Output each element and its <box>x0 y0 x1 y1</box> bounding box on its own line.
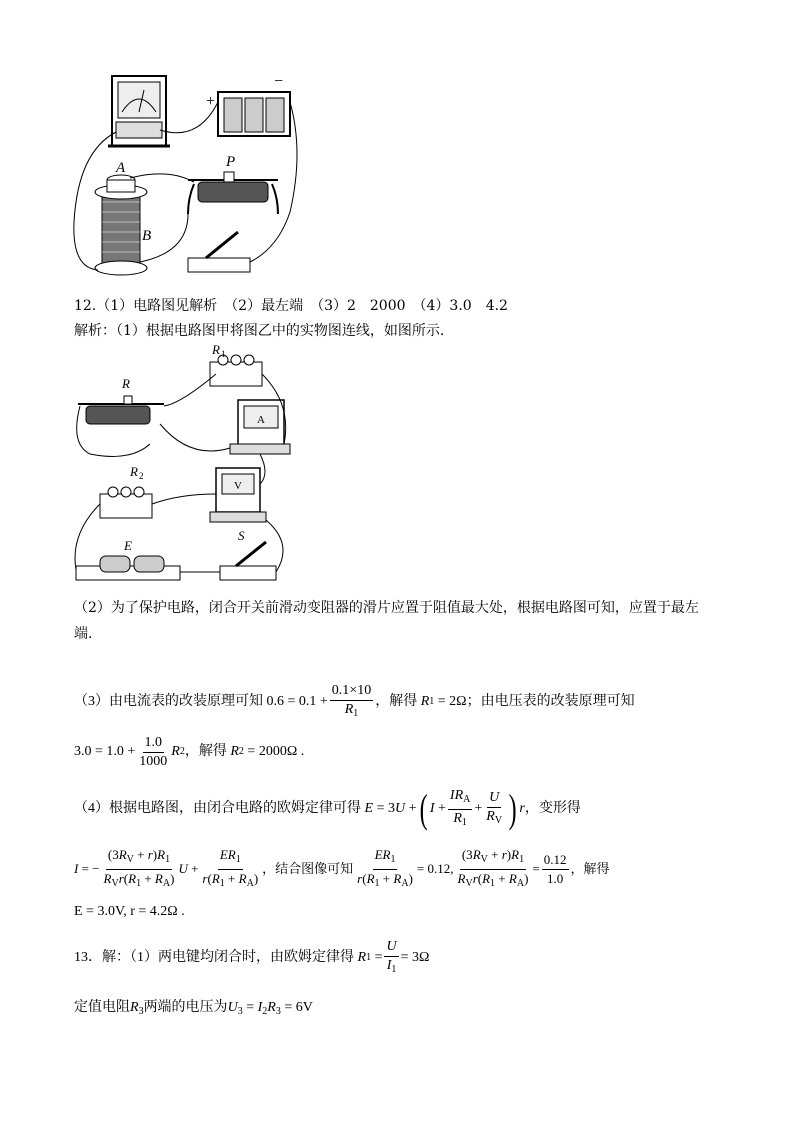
label-P: P <box>226 154 236 170</box>
q12-part3-line2: 3.0 = 1.0 + $\frac{1.0}{1000}$ R 2 ，解得 R 2 = 2000Ω . <box>74 734 305 769</box>
q12-answer-header: 12.（1）电路图见解析 （2）最左端 （3）2 2000 （4）3.0 4.2 <box>74 298 508 314</box>
q12-part4-line2: I = − $\frac{(3R_V + r)R_1}{R_Vr(R_1 + R_A)}$ U + $\frac{ER_1}{r(R_1 + R_A)}$ ，结合图像可知 $\frac{ER_1}{r(R_1 + R_A)}$ = 0.12, $\frac{(3R_V + r)R_1}{R_Vr(R_1 + R_A)}$ = $\frac{0.12}{1.0}$ ，解得 <box>74 846 610 889</box>
label-E: E <box>124 538 132 553</box>
label-R: R <box>122 376 130 391</box>
q12-part2-line2: 端. <box>74 626 93 642</box>
voltmeter-label: V <box>234 480 242 492</box>
q12-part2-line1: （2）为了保护电路，闭合开关前滑动变阻器的滑片应置于阻值最大处，根据电路图可知，应置于最左 <box>74 600 699 616</box>
svg-text:2: 2 <box>139 471 144 481</box>
svg-text:1: 1 <box>221 349 226 359</box>
q12-part3-line1: （3）由电流表的改装原理可知 0.6 = 0.1 + $\frac{0.1\times 10}{R_1}$ ，解得 R 1 = 2Ω ；由电压表的改装原理可知 <box>74 682 635 719</box>
label-B: B <box>142 228 152 244</box>
q13-line2: 定值电阻$R_3$两端的电压为$U_3 = I_2R_3 = 6V$ <box>74 1000 313 1017</box>
ammeter-label: A <box>257 414 265 426</box>
q12-part4-line1: （4）根据电路图，由闭合电路的欧姆定律可得 E = 3 U + ( I + $\frac{IR_A}{R_1}$ + $\frac{U}{R_V}$ ) r ，变形得 <box>74 786 581 831</box>
minus-label: − <box>274 73 284 90</box>
q13-line1: 13．解：（1）两电键均闭合时，由欧姆定律得 R 1 = $\frac{U}{I_1}$ = 3Ω <box>74 938 430 975</box>
label-R1: R <box>212 344 220 357</box>
label-S: S <box>238 528 245 543</box>
circuit-figure-2 <box>70 344 294 588</box>
circuit-figure-1 <box>68 72 304 280</box>
q12-part4-result: E = 3.0V, r = 4.2Ω . <box>74 904 185 919</box>
plus-label: + <box>206 93 216 110</box>
q12-analysis-1: 解析：（1）根据电路图甲将图乙中的实物图连线，如图所示. <box>74 323 445 339</box>
label-A: A <box>116 160 126 176</box>
label-R2: R <box>130 464 138 479</box>
